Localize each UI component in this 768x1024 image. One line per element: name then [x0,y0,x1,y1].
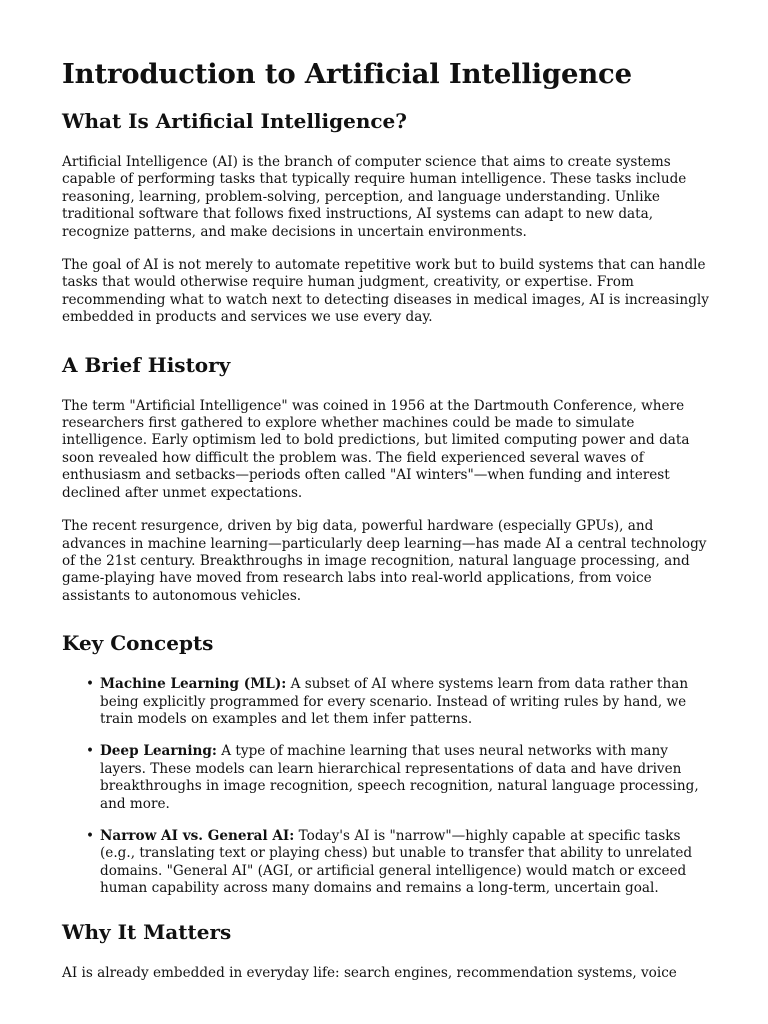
bullet-icon: • [86,743,95,760]
section-heading-key-concepts: Key Concepts [62,631,214,656]
paragraph: The goal of AI is not merely to automate repetitive work but to build systems that can handle tasks that would otherwise require human judgment, creativity, or expertise. From recommending what to watch next to detecting diseases in medical images, AI is increasingly embedded in products and services we use every day. [62,257,709,326]
list-item-term: Machine Learning (ML): [100,676,287,693]
paragraph: AI is already embedded in everyday life: search engines, recommendation systems, voice [62,964,677,981]
list-item-text: A type of machine learning that uses neural networks with many layers. These models can learn hierarchical representations of data and have driven breakthroughs in image recognition, speech recognition, natural language processing, and more. [100,743,699,812]
list-item-term: Deep Learning: [100,743,217,760]
document-title: Introduction to Artificial Intelligence [62,58,632,90]
bullet-icon: • [86,827,95,844]
list-item [86,827,712,898]
key-concepts-list [62,676,712,897]
document-page [62,58,712,998]
section-heading-why-it-matters: Why It Matters [62,919,232,944]
paragraph: The term "Artificial Intelligence" was coined in 1956 at the Dartmouth Conference, where researchers first gathered to explore whether machines could be made to simulate intelligence. Early optimism led to bold predictions, but limited computing power and data soon revealed how difficult the problem was. The field experienced several waves of enthusiasm and setbacks—periods often called "AI winters"—when funding and interest declined after unmet expectations. [62,397,690,501]
list-item-text: A subset of AI where systems learn from data rather than being explicitly programmed for every scenario. Instead of writing rules by hand, we train models on examples and let them infer patterns. [100,676,689,727]
section-heading-what-is-ai: What Is Artificial Intelligence? [62,109,407,133]
list-item-term: Narrow AI vs. General AI: [100,827,295,844]
paragraph: The recent resurgence, driven by big data, powerful hardware (especially GPUs), and advances in machine learning—particularly deep learning—has made AI a central technology of the 21st century. Breakthroughs in image recognition, natural language processing, and game-playing have moved from research labs into real-world applications, from voice assistants to autonomous vehicles. [62,518,707,604]
section-heading-brief-history: A Brief History [62,352,231,377]
list-item [86,743,712,813]
list-item-text: Today's AI is "narrow"—highly capable at specific tasks (e.g., translating text or playing chess) but unable to transfer that ability to unrelated domains. "General AI" (AGI, or artificial general intelligence) would match or exceed human capability across many domains and remains a long-term, uncertain goal. [100,827,693,897]
list-item [86,676,712,728]
bullet-icon: • [86,676,95,693]
paragraph: Artificial Intelligence (AI) is the branch of computer science that aims to create systems capable of performing tasks that typically require human intelligence. These tasks include reasoning, learning, problem-solving, perception, and language understanding. Unlike traditional software that follows fixed instructions, AI systems can adapt to new data, recognize patterns, and make decisions in uncertain environments. [62,154,687,240]
